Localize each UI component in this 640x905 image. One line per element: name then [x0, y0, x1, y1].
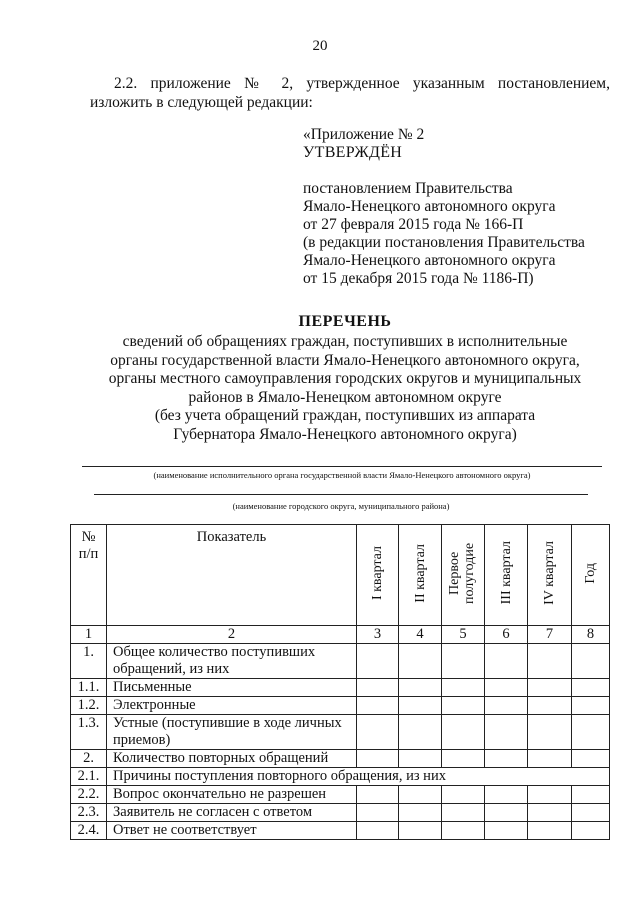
value-cell[interactable] [442, 697, 485, 715]
header-period-label: II квартал [412, 543, 428, 603]
value-cell[interactable] [528, 786, 572, 804]
row-label: Письменные [107, 679, 357, 697]
row-label: Количество повторных обращений [107, 750, 357, 768]
header-period [442, 525, 485, 626]
column-number: 1 [71, 626, 107, 644]
column-number: 8 [572, 626, 610, 644]
value-cell[interactable] [572, 750, 610, 768]
intro-paragraph: 2.2. приложение № 2, утвержденное указанным постановлением, изложить в следующей редакции: [90, 75, 610, 111]
subtitle-line: районов в Ямало-Ненецком автономном округе [188, 388, 502, 406]
value-cell[interactable] [357, 679, 399, 697]
table-header-row [71, 525, 610, 626]
column-number-row [71, 626, 610, 644]
value-cell[interactable] [572, 679, 610, 697]
value-cell[interactable] [485, 679, 528, 697]
appendix-line: (в редакции постановления Правительства [303, 234, 585, 251]
value-cell[interactable] [572, 822, 610, 840]
row-number: 2.2. [71, 786, 107, 804]
value-cell[interactable] [399, 750, 442, 768]
column-number: 4 [399, 626, 442, 644]
value-cell[interactable] [357, 750, 399, 768]
appendix-line: Ямало-Ненецкого автономного округа [303, 252, 556, 269]
value-cell[interactable] [399, 804, 442, 822]
appendix-line: Ямало-Ненецкого автономного округа [303, 198, 556, 215]
value-cell[interactable] [442, 750, 485, 768]
header-period [399, 525, 442, 626]
row-number: 1.2. [71, 697, 107, 715]
value-cell[interactable] [442, 644, 485, 679]
header-period [528, 525, 572, 626]
table-row [71, 768, 610, 786]
value-cell[interactable] [485, 697, 528, 715]
value-cell[interactable] [528, 750, 572, 768]
value-cell[interactable] [442, 786, 485, 804]
document-subtitle [100, 333, 590, 444]
appendix-line: от 27 февраля 2015 года № 166-П [303, 216, 524, 233]
row-number: 1. [71, 644, 107, 679]
table-row [71, 804, 610, 822]
appendix-title: «Приложение № 2 [303, 126, 425, 143]
page-number: 20 [312, 38, 328, 54]
value-cell[interactable] [442, 804, 485, 822]
row-number: 2.4. [71, 822, 107, 840]
header-period-label: I квартал [370, 545, 385, 601]
subtitle-line: (без учета обращений граждан, поступивших из аппарата [154, 407, 536, 424]
value-cell[interactable] [357, 715, 399, 750]
subtitle-line: органы местного самоуправления городских округов и муниципальных [108, 370, 582, 387]
header-period [572, 525, 610, 626]
column-number: 6 [485, 626, 528, 644]
header-indicator: Показатель [107, 525, 357, 626]
value-cell[interactable] [357, 697, 399, 715]
row-label: Общее количество поступивших обращений, из них [107, 644, 357, 679]
value-cell[interactable] [572, 804, 610, 822]
value-cell[interactable] [357, 804, 399, 822]
row-number: 2. [71, 750, 107, 768]
report-table [70, 524, 610, 840]
district-name-caption: (наименование городского округа, муниципального района) [232, 501, 450, 511]
table-row [71, 679, 610, 697]
table-row [71, 644, 610, 679]
table-row [71, 822, 610, 840]
org-name-caption: (наименование исполнительного органа государственной власти Ямало-Ненецкого автономного округа) [153, 470, 531, 480]
row-label: Ответ не соответствует [107, 822, 357, 840]
table-row [71, 697, 610, 715]
table-row [71, 715, 610, 750]
header-period-label: Год [583, 562, 598, 584]
org-name-line [82, 466, 602, 467]
value-cell[interactable] [572, 715, 610, 750]
row-number: 2.1. [71, 768, 107, 786]
value-cell[interactable] [485, 715, 528, 750]
row-number: 1.3. [71, 715, 107, 750]
value-cell[interactable] [485, 750, 528, 768]
subtitle-line: органы государственной власти Ямало-Ненецкого автономного округа, [110, 351, 580, 369]
value-cell[interactable] [572, 786, 610, 804]
header-period [357, 525, 399, 626]
spacer [303, 162, 613, 180]
value-cell[interactable] [399, 715, 442, 750]
row-label: Устные (поступившие в ходе личных приемов) [107, 715, 357, 750]
value-cell[interactable] [442, 679, 485, 697]
value-cell[interactable] [442, 822, 485, 840]
value-cell[interactable] [528, 715, 572, 750]
value-cell[interactable] [357, 822, 399, 840]
table-row [71, 750, 610, 768]
value-cell[interactable] [528, 697, 572, 715]
subtitle-line: Губернатора Ямало-Ненецкого автономного округа) [173, 425, 517, 443]
value-cell[interactable] [399, 697, 442, 715]
table-row [71, 786, 610, 804]
appendix-line: от 15 декабря 2015 года № 1186-П) [303, 270, 534, 287]
value-cell[interactable] [528, 644, 572, 679]
value-cell[interactable] [485, 822, 528, 840]
column-number: 3 [357, 626, 399, 644]
value-cell[interactable] [399, 679, 442, 697]
row-label: Заявитель не согласен с ответом [107, 804, 357, 822]
column-number: 5 [442, 626, 485, 644]
subtitle-line: сведений об обращениях граждан, поступивших в исполнительные [122, 333, 568, 350]
header-period-label: III квартал [498, 541, 514, 605]
row-number: 2.3. [71, 804, 107, 822]
appendix-line: постановлением Правительства [303, 180, 513, 197]
value-cell[interactable] [572, 644, 610, 679]
row-number: 1.1. [71, 679, 107, 697]
value-cell[interactable] [399, 822, 442, 840]
appendix-block [303, 126, 613, 288]
value-cell[interactable] [528, 804, 572, 822]
value-cell[interactable] [399, 644, 442, 679]
value-cell[interactable] [357, 644, 399, 679]
value-cell[interactable] [528, 822, 572, 840]
header-num: № п/п [71, 525, 107, 626]
row-label: Вопрос окончательно не разрешен [107, 786, 357, 804]
district-name-line [94, 494, 588, 495]
header-period-label: IV квартал [542, 541, 557, 605]
value-cell[interactable] [485, 644, 528, 679]
value-cell[interactable] [572, 697, 610, 715]
column-number: 7 [528, 626, 572, 644]
row-label: Причины поступления повторного обращения, из них [107, 768, 610, 786]
value-cell[interactable] [357, 786, 399, 804]
value-cell[interactable] [485, 786, 528, 804]
header-period-label: Первое полугодие [447, 542, 477, 604]
value-cell[interactable] [442, 715, 485, 750]
appendix-approved: УТВЕРЖДЁН [303, 144, 403, 161]
document-heading: ПЕРЕЧЕНЬ [298, 313, 392, 330]
column-number: 2 [107, 626, 357, 644]
header-period [485, 525, 528, 626]
row-label: Электронные [107, 697, 357, 715]
value-cell[interactable] [528, 679, 572, 697]
value-cell[interactable] [485, 804, 528, 822]
value-cell[interactable] [399, 786, 442, 804]
